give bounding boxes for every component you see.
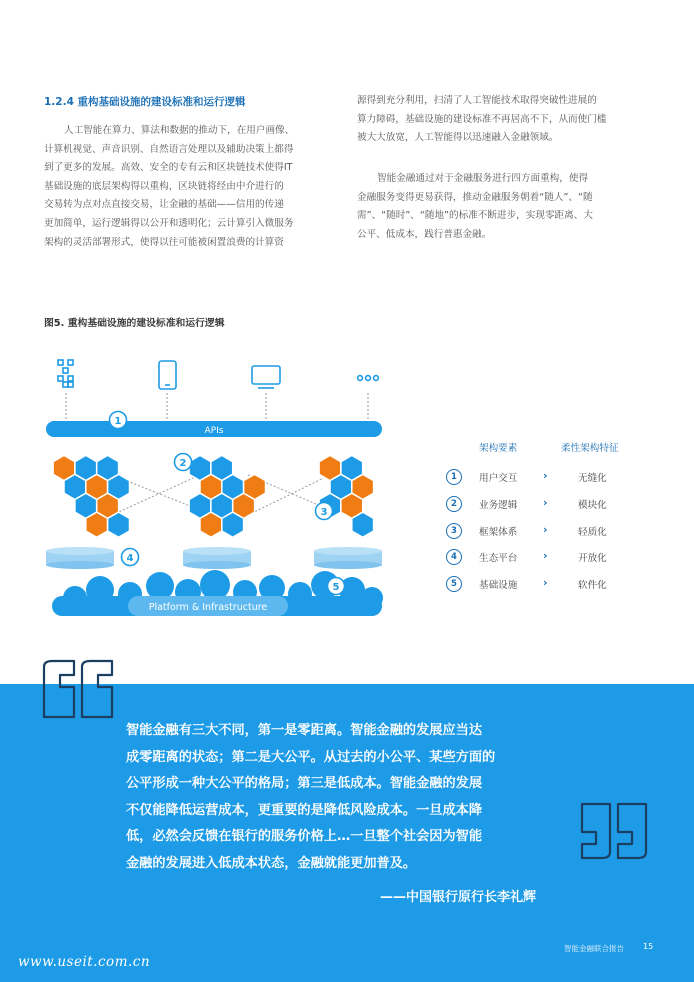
figure-title: 图5. 重构基础设施的建设标准和运行逻辑 — [44, 318, 225, 329]
quote-line: 公平形成一种大公平的格局；第三是低成本。智能金融的发展 — [126, 776, 483, 791]
marker-5 — [328, 578, 345, 595]
right-paragraph-2 — [357, 170, 652, 244]
svg-text:3: 3 — [320, 507, 328, 518]
svg-text:2: 2 — [179, 458, 187, 469]
legend-feature: 模块化 — [578, 500, 607, 511]
legend-header-features: 柔性架构特征 — [561, 443, 619, 454]
marker-4 — [122, 549, 139, 566]
smartphone-icon — [159, 361, 176, 389]
chevron-right-icon: › — [543, 469, 548, 482]
chevron-right-icon: › — [543, 549, 548, 562]
paragraph-line: 公平、低成本，践行普惠金融。 — [357, 228, 492, 240]
legend-element: 基础设施 — [479, 580, 518, 591]
quote-line: 不仅能降低运营成本，更重要的是降低风险成本。一旦成本降 — [126, 802, 483, 818]
legend-number: 3 — [446, 523, 462, 539]
paragraph-line: 交易转为点对点直接交易，让金融的基础——信用的传递 — [44, 199, 284, 211]
legend-row — [446, 496, 626, 514]
legend-header-elements: 架构要素 — [479, 443, 518, 454]
architecture-diagram — [0, 345, 420, 635]
paragraph-line: 架构的灵活部署形式，使得以往可能被闲置浪费的计算资 — [44, 236, 284, 248]
legend-feature: 无缝化 — [578, 473, 607, 484]
paragraph-line: 被大大放宽，人工智能得以迅速融入金融领域。 — [357, 132, 559, 144]
hexagon-cell — [352, 512, 374, 537]
chevron-right-icon: › — [543, 576, 548, 589]
quote-attribution: ——中国银行原行长李礼辉 — [380, 890, 537, 905]
legend-element: 用户交互 — [479, 473, 518, 484]
paragraph-line: 计算机视觉、声音识别、自然语言处理以及辅助决策上都得 — [44, 143, 294, 155]
paragraph-line: 需”、“随时”、“随地”的标准不断进步，实现零距离、大 — [357, 210, 593, 222]
hexagon-cluster — [189, 455, 265, 537]
legend-row — [446, 576, 626, 594]
legend-feature: 开放化 — [578, 553, 607, 564]
legend-row — [446, 549, 626, 567]
watermark: www.useit.com.cn — [18, 954, 151, 970]
hexagon-cell — [222, 512, 244, 537]
legend-number: 1 — [446, 469, 462, 485]
quote-line: 成零距离的状态；第二是大公平。从过去的小公平、某些方面的 — [126, 749, 496, 765]
apis-label: APIs — [204, 426, 224, 436]
hexagon-cell — [108, 512, 130, 537]
paragraph-line: 人工智能在算力、算法和数据的推动下，在用户画像、 — [64, 125, 295, 136]
marker-2 — [175, 454, 192, 471]
legend-row — [446, 523, 626, 541]
paragraph-line: 更加简单，运行逻辑得以公开和透明化；云计算引入微服务 — [44, 217, 294, 229]
hexagon-cell — [200, 512, 222, 537]
legend-element: 框架体系 — [479, 527, 518, 538]
network-chip-icon — [58, 360, 73, 387]
page-number: 15 — [643, 942, 654, 951]
hexagon-cluster — [53, 455, 129, 537]
paragraph-line: 源得到充分利用，扫清了人工智能技术取得突破性进展的 — [357, 95, 597, 106]
svg-text:4: 4 — [126, 553, 134, 564]
svg-text:5: 5 — [332, 582, 340, 593]
quote-line: 低，必然会反馈在银行的服务价格上…一旦整个社会因为智能 — [126, 829, 483, 844]
legend-number: 5 — [446, 576, 462, 592]
cylinder — [46, 547, 114, 569]
close-quote-icon — [578, 800, 654, 862]
paragraph-line: 智能金融通过对于金融服务进行四方面重构，使得 — [377, 173, 589, 184]
hexagon-cluster — [319, 455, 374, 537]
paragraph-line: 到了更多的发展。高效、安全的专有云和区块链技术使得IT — [44, 162, 293, 174]
paragraph-line: 算力障碍，基础设施的建设标准不再居高不下，从而使门槛 — [357, 113, 607, 125]
legend-element: 业务逻辑 — [479, 500, 518, 511]
marker-1 — [110, 412, 127, 429]
svg-text:1: 1 — [114, 416, 122, 427]
right-paragraph-1 — [357, 92, 652, 148]
quote-line: 智能金融有三大不同，第一是零距离。智能金融的发展应当达 — [126, 723, 483, 738]
cylinder — [314, 547, 382, 569]
footer-report-title: 智能金融联合报告 — [564, 944, 624, 953]
open-quote-icon — [40, 657, 120, 721]
legend-feature: 轻质化 — [578, 527, 607, 538]
legend-number: 2 — [446, 496, 462, 512]
marker-3 — [316, 503, 333, 520]
legend-element: 生态平台 — [479, 553, 518, 564]
paragraph-line: 基础设施的底层架构得以重构，区块链将经由中介进行的 — [44, 180, 284, 192]
platform-label: Platform & Infrastructure — [148, 602, 268, 613]
legend-number: 4 — [446, 549, 462, 565]
monitor-icon — [252, 366, 280, 388]
legend-row — [446, 469, 626, 487]
section-title: 1.2.4 重构基础设施的建设标准和运行逻辑 — [44, 96, 246, 108]
chevron-right-icon: › — [543, 523, 548, 536]
chevron-right-icon: › — [543, 496, 548, 509]
quote-text — [126, 718, 576, 877]
quote-line: 金融的发展进入低成本状态，金融就能更加普及。 — [126, 855, 417, 871]
hexagon-cell — [86, 512, 108, 537]
paragraph-line: 金融服务变得更易获得，推动金融服务朝着“随人”、“随 — [357, 191, 593, 203]
cylinder — [183, 547, 251, 569]
legend-feature: 软件化 — [578, 580, 607, 591]
more-dots-icon — [358, 376, 379, 381]
left-paragraph — [44, 122, 336, 252]
